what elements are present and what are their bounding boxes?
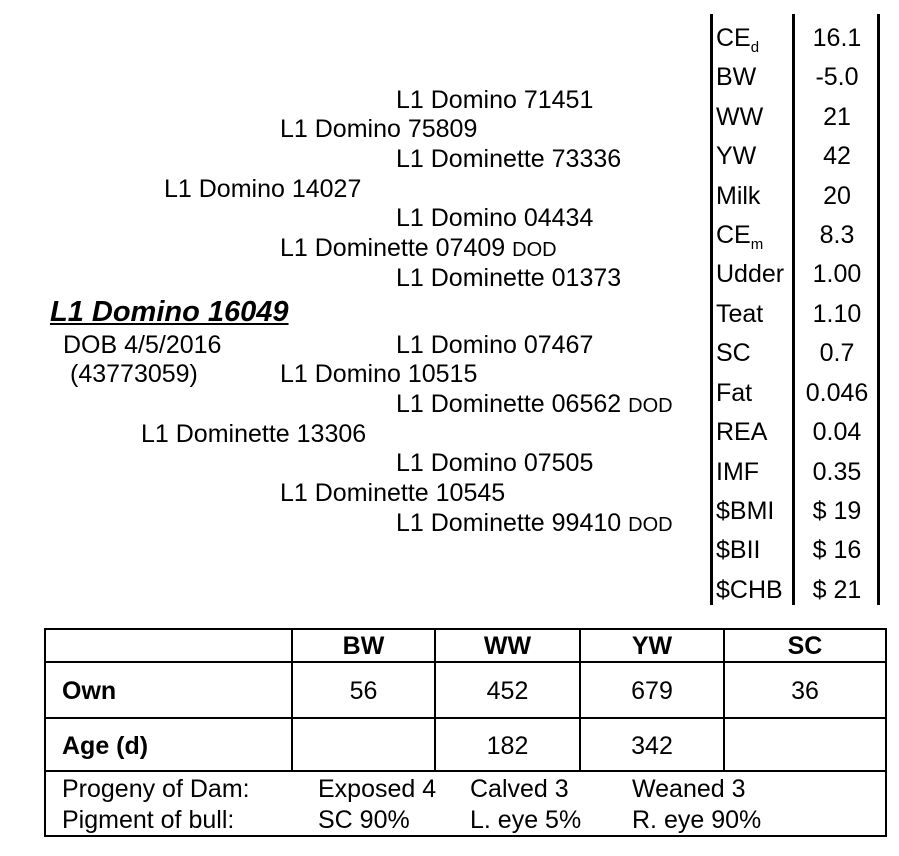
epd-cem-value: 8.3 <box>819 221 855 249</box>
sire-dam-dod-tag: DOD <box>512 239 557 261</box>
epd-bmi-value: $ 19 <box>812 497 862 525</box>
epd-udder-value: 1.00 <box>812 260 862 288</box>
epd-milk-value: 20 <box>823 182 851 210</box>
epd-bw-label: BW <box>716 63 757 91</box>
own-bw: 56 <box>349 677 378 705</box>
epd-milk-label: Milk <box>716 182 761 210</box>
epd-sc-label: SC <box>716 339 751 367</box>
progeny-exposed: Exposed 4 <box>318 775 437 803</box>
table-divider-header <box>46 661 885 663</box>
row-label-own: Own <box>62 677 117 705</box>
sire-dam <box>280 234 557 264</box>
sire-sire: L1 Domino 75809 <box>280 115 478 143</box>
animal-name: L1 Domino 16049 <box>50 296 289 328</box>
epd-divider-left <box>710 14 713 605</box>
table-divider-age <box>46 770 885 772</box>
dam-sire-dam <box>396 390 673 420</box>
epd-ced-label: $CE_d$ <box>716 24 760 56</box>
epd-imf-value: 0.35 <box>812 458 862 486</box>
dam-sire: L1 Domino 10515 <box>280 360 478 388</box>
dam-sire-dam-name: L1 Dominette 06562 <box>396 390 622 418</box>
progeny-weaned: Weaned 3 <box>632 775 746 803</box>
header-bw: BW <box>342 632 385 660</box>
dam: L1 Dominette 13306 <box>141 420 367 448</box>
own-yw: 679 <box>631 677 673 705</box>
epd-divider-middle <box>792 14 795 605</box>
epd-teat-label: Teat <box>716 300 764 328</box>
sire-dam-name: L1 Dominette 07409 <box>280 234 506 262</box>
row-label-age: Age (d) <box>62 732 149 760</box>
sire-sire-dam: L1 Dominette 73336 <box>396 145 622 173</box>
own-ww: 452 <box>486 677 529 705</box>
dam-dam-sire: L1 Domino 07505 <box>396 449 594 477</box>
dam-dam-dam <box>396 509 673 539</box>
progeny-calved: Calved 3 <box>470 775 569 803</box>
age-yw: 342 <box>631 732 673 760</box>
epd-yw-label: YW <box>716 142 757 170</box>
pigment-right-eye: R. eye 90% <box>632 806 762 834</box>
animal-registration: (43773059) <box>70 360 198 388</box>
dam-sire-dam-dod-tag: DOD <box>628 395 673 417</box>
own-sc: 36 <box>791 677 819 705</box>
pigment-left-eye: L. eye 5% <box>470 806 582 834</box>
epd-bii-label: $BII <box>716 536 761 564</box>
epd-bmi-label: $BMI <box>716 497 775 525</box>
header-ww: WW <box>483 632 532 660</box>
sire-dam-sire: L1 Domino 04434 <box>396 204 594 232</box>
epd-udder-label: Udder <box>716 260 785 288</box>
sire-dam-dam: L1 Dominette 01373 <box>396 264 622 292</box>
epd-chb-label: $CHB <box>716 576 783 604</box>
epd-ced-value: 16.1 <box>812 24 862 52</box>
epd-bw-value: -5.0 <box>815 63 859 91</box>
epd-fat-label: Fat <box>716 379 753 407</box>
epd-cem-label: $CE_m$ <box>716 221 764 253</box>
epd-imf-label: IMF <box>716 458 760 486</box>
epd-rea-label: REA <box>716 418 768 446</box>
sire-sire-sire: L1 Domino 71451 <box>396 86 594 114</box>
epd-sc-value: 0.7 <box>819 339 855 367</box>
header-sc: SC <box>787 632 823 660</box>
table-divider-own <box>46 717 885 719</box>
performance-table <box>44 628 887 837</box>
age-ww: 182 <box>486 732 529 760</box>
epd-teat-value: 1.10 <box>812 300 862 328</box>
epd-yw-value: 42 <box>823 142 851 170</box>
progeny-label: Progeny of Dam: <box>62 775 250 803</box>
pigment-label: Pigment of bull: <box>62 806 235 834</box>
epd-ww-value: 21 <box>823 103 851 131</box>
dam-dam-dam-dod-tag: DOD <box>628 514 673 536</box>
epd-chb-value: $ 21 <box>812 576 862 604</box>
dam-dam-dam-name: L1 Dominette 99410 <box>396 509 622 537</box>
epd-bii-value: $ 16 <box>812 536 862 564</box>
animal-dob: DOB 4/5/2016 <box>63 331 222 359</box>
pigment-sc: SC 90% <box>318 806 410 834</box>
header-yw: YW <box>631 632 673 660</box>
dam-dam: L1 Dominette 10545 <box>280 479 506 507</box>
epd-ww-label: WW <box>716 103 764 131</box>
epd-divider-right <box>877 14 880 605</box>
dam-sire-sire: L1 Domino 07467 <box>396 331 594 359</box>
epd-fat-value: 0.046 <box>805 379 869 407</box>
sire: L1 Domino 14027 <box>164 175 362 203</box>
epd-rea-value: 0.04 <box>812 418 862 446</box>
